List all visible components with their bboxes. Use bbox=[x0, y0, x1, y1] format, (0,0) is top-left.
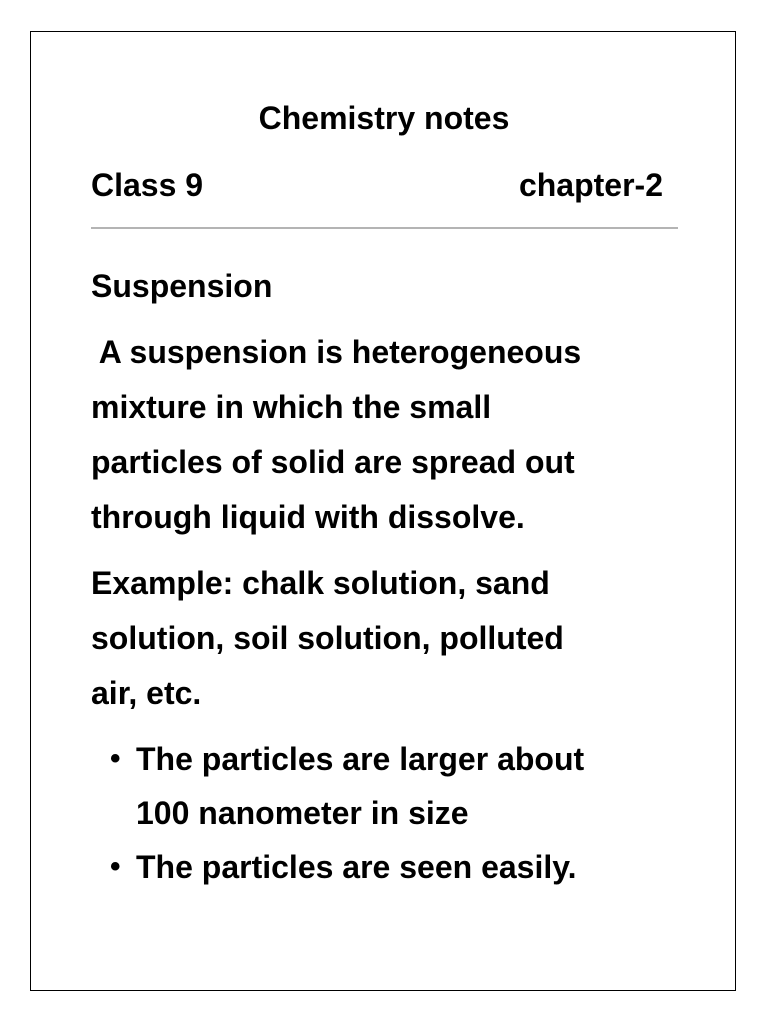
chapter-label: chapter-2 bbox=[518, 167, 663, 203]
definition-line: mixture in which the small bbox=[91, 389, 492, 425]
section-heading: Suspension bbox=[91, 268, 273, 304]
bullet-line: 100 nanometer in size bbox=[136, 795, 469, 831]
example-line: air, etc. bbox=[91, 675, 202, 711]
example-line: Example: chalk solution, sand bbox=[91, 565, 550, 601]
bullet-icon: • bbox=[110, 742, 121, 775]
list-item bbox=[110, 840, 584, 894]
bullet-line: The particles are larger about bbox=[136, 741, 585, 777]
definition-paragraph bbox=[91, 325, 581, 545]
divider bbox=[91, 227, 678, 229]
example-line: solution, soil solution, polluted bbox=[91, 620, 564, 656]
bullet-list bbox=[110, 732, 584, 894]
definition-line: through liquid with dissolve. bbox=[91, 499, 525, 535]
bullet-icon: • bbox=[110, 850, 121, 883]
bullet-line: The particles are seen easily. bbox=[136, 849, 577, 885]
definition-line: particles of solid are spread out bbox=[91, 444, 575, 480]
page-title: Chemistry notes bbox=[258, 100, 510, 136]
list-item bbox=[110, 732, 584, 840]
class-label: Class 9 bbox=[91, 167, 204, 203]
definition-line: A suspension is heterogeneous bbox=[91, 334, 582, 370]
example-paragraph bbox=[91, 556, 564, 721]
